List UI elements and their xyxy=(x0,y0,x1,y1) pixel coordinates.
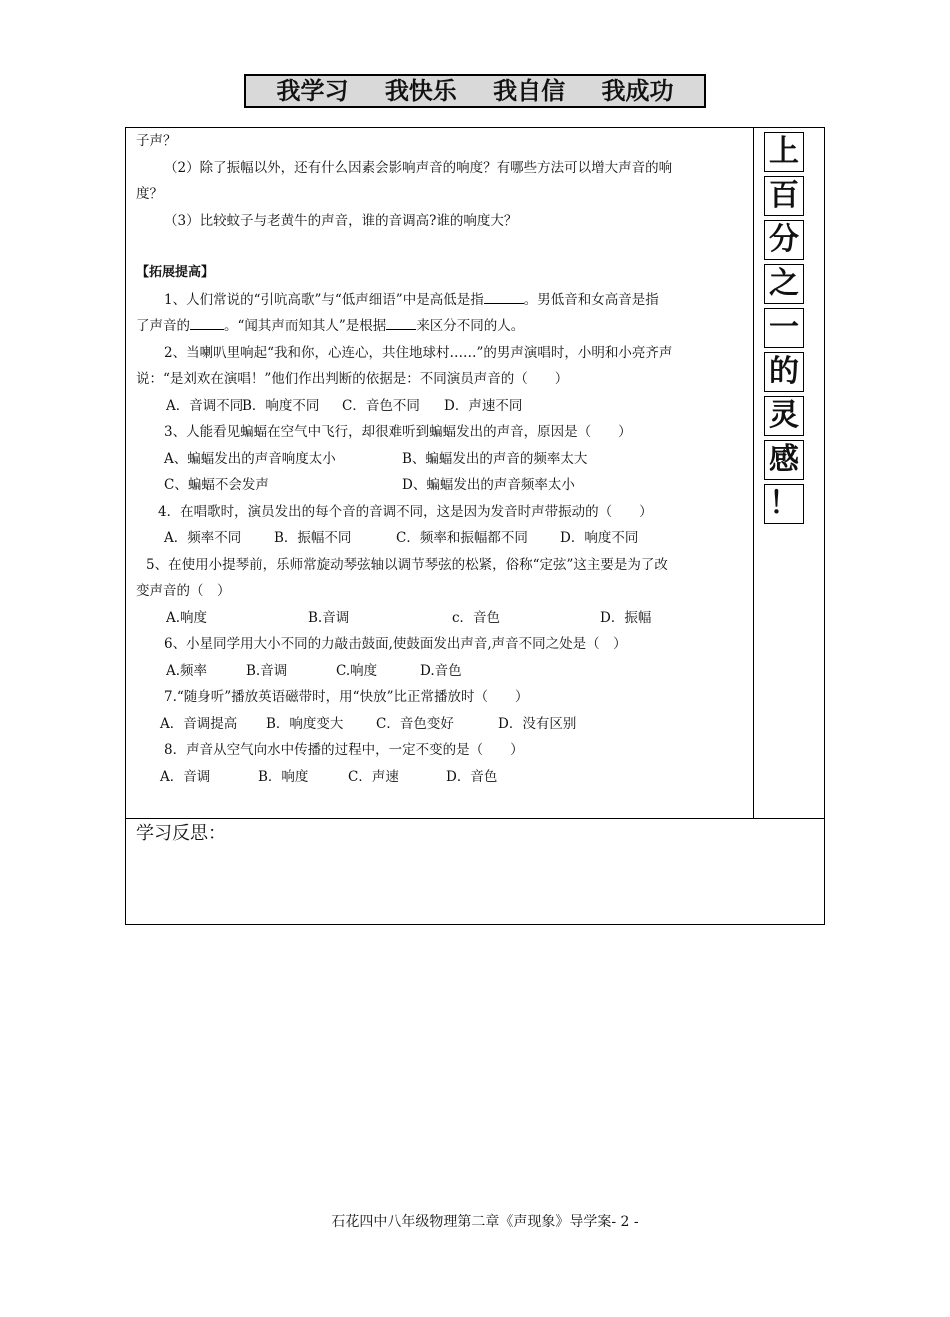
question-3-options-row-2 xyxy=(136,472,748,499)
slogan-char: 之 xyxy=(764,264,804,304)
question-8-stem: 8．声音从空气向水中传播的过程中，一定不变的是（ ） xyxy=(164,742,524,758)
option[interactable]: A.响度 xyxy=(166,609,208,626)
worksheet-table xyxy=(125,127,825,925)
text-line: 度？ xyxy=(136,186,163,202)
option[interactable]: B.音调 xyxy=(246,662,288,679)
option[interactable]: A．音调提高 xyxy=(160,715,238,732)
question-2-line-2: 说：“是刘欢在演唱！”他们作出判断的依据是：不同演员声音的（ ） xyxy=(136,371,569,387)
option[interactable]: A．频率不同 xyxy=(164,530,242,546)
option[interactable]: D．音色 xyxy=(446,768,498,785)
question-2-line-1: 2、当喇叭里响起“我和你，心连心，共住地球村……”的男声演唱时，小明和小亮齐声 xyxy=(164,344,673,361)
banner-word: 我自信 xyxy=(493,77,566,105)
option[interactable]: B.音调 xyxy=(308,609,350,626)
question-7-stem: 7.“随身听”播放英语磁带时，用“快放”比正常播放时（ ） xyxy=(164,689,529,705)
question-5-options xyxy=(136,605,748,632)
question-3-stem: 3、人能看见蝙蝠在空气中飞行，却很难听到蝙蝠发出的声音，原因是（ ） xyxy=(164,424,632,440)
answer-blank[interactable] xyxy=(386,315,416,330)
option[interactable]: A．音调 xyxy=(160,768,211,785)
banner-word: 我快乐 xyxy=(384,77,457,105)
option[interactable]: A.频率 xyxy=(166,662,208,679)
option[interactable]: B．响度变大 xyxy=(266,715,344,732)
option[interactable]: C．频率和振幅都不同 xyxy=(396,530,528,546)
text-line: （2）除了振幅以外，还有什么因素会影响声音的响度？有哪些方法可以增大声音的响 xyxy=(164,159,673,176)
option[interactable]: c．音色 xyxy=(452,609,501,626)
option[interactable]: D．声速不同 xyxy=(444,397,523,414)
question-2-options xyxy=(136,393,748,420)
question-1-line-1: 1、人们常说的“引吭高歌”与“低声细语”中是高低是指 。男低音和女高音是指 xyxy=(136,287,748,314)
option[interactable]: B．响度不同 xyxy=(242,397,320,414)
answer-blank[interactable] xyxy=(484,289,524,304)
question-5-line-1: 5、在使用小提琴前，乐师常旋动琴弦轴以调节琴弦的松紧，俗称“定弦”这主要是为了改 xyxy=(146,556,668,573)
slogan-char: 的 xyxy=(764,352,804,392)
option[interactable]: D．振幅 xyxy=(600,609,652,626)
slogan-char: 灵 xyxy=(764,396,804,436)
answer-blank[interactable] xyxy=(190,315,224,330)
reflection-label: 学习反思： xyxy=(136,823,226,844)
question-7-options xyxy=(136,711,748,738)
option[interactable]: D.音色 xyxy=(420,662,462,679)
question-5-line-2: 变声音的（ ） xyxy=(136,583,231,599)
exercise-content xyxy=(136,128,748,790)
question-3-options-row-1 xyxy=(136,446,748,473)
page-footer: 石花四中八年级物理第二章《声现象》导学案- 2 - xyxy=(331,1214,639,1230)
option[interactable]: C．音色不同 xyxy=(342,397,420,414)
question-4-options xyxy=(136,525,748,552)
option[interactable]: B．振幅不同 xyxy=(274,530,352,546)
option[interactable]: A、蝙蝠发出的声音响度太小 xyxy=(164,450,336,467)
question-8-options xyxy=(136,764,748,791)
question-4-stem: 4．在唱歌时，演员发出的每个音的音调不同，这是因为发音时声带振动的（ ） xyxy=(158,503,653,520)
option[interactable]: C.响度 xyxy=(336,662,378,679)
option[interactable]: C、蝙蝠不会发声 xyxy=(164,477,269,493)
option[interactable]: D、蝙蝠发出的声音频率太小 xyxy=(402,477,575,493)
question-1-line-2: 了声音的 。“闻其声而知其人”是根据 来区分不同的人。 xyxy=(136,313,748,340)
banner-word: 我学习 xyxy=(276,77,349,105)
option[interactable]: A．音调不同 xyxy=(166,397,244,414)
slogan-char: 一 xyxy=(764,308,804,348)
slogan-char: 感 xyxy=(764,440,804,480)
slogan-char: 上 xyxy=(764,132,804,172)
option[interactable]: B．响度 xyxy=(258,768,309,785)
question-6-stem: 6、小星同学用大小不同的力敲击鼓面,使鼓面发出声音,声音不同之处是（ ） xyxy=(164,636,627,652)
slogan-char: ！ xyxy=(764,484,804,524)
slogan-char: 分 xyxy=(764,220,804,260)
option[interactable]: C．声速 xyxy=(348,768,399,785)
row-divider xyxy=(126,818,824,819)
option[interactable]: B、蝙蝠发出的声音的频率太大 xyxy=(402,450,588,467)
option[interactable]: C．音色变好 xyxy=(376,715,454,732)
banner-slogan xyxy=(244,74,706,108)
section-title: 【拓展提高】 xyxy=(136,265,215,280)
side-slogan xyxy=(764,132,804,528)
slogan-char: 百 xyxy=(764,176,804,216)
question-6-options xyxy=(136,658,748,685)
banner-word: 我成功 xyxy=(601,77,674,105)
text-line: （3）比较蚊子与老黄牛的声音，谁的音调高?谁的响度大？ xyxy=(164,212,518,229)
column-divider xyxy=(753,128,754,818)
option[interactable]: D．没有区别 xyxy=(498,715,577,732)
text-line: 子声？ xyxy=(136,133,177,149)
option[interactable]: D．响度不同 xyxy=(560,530,639,546)
